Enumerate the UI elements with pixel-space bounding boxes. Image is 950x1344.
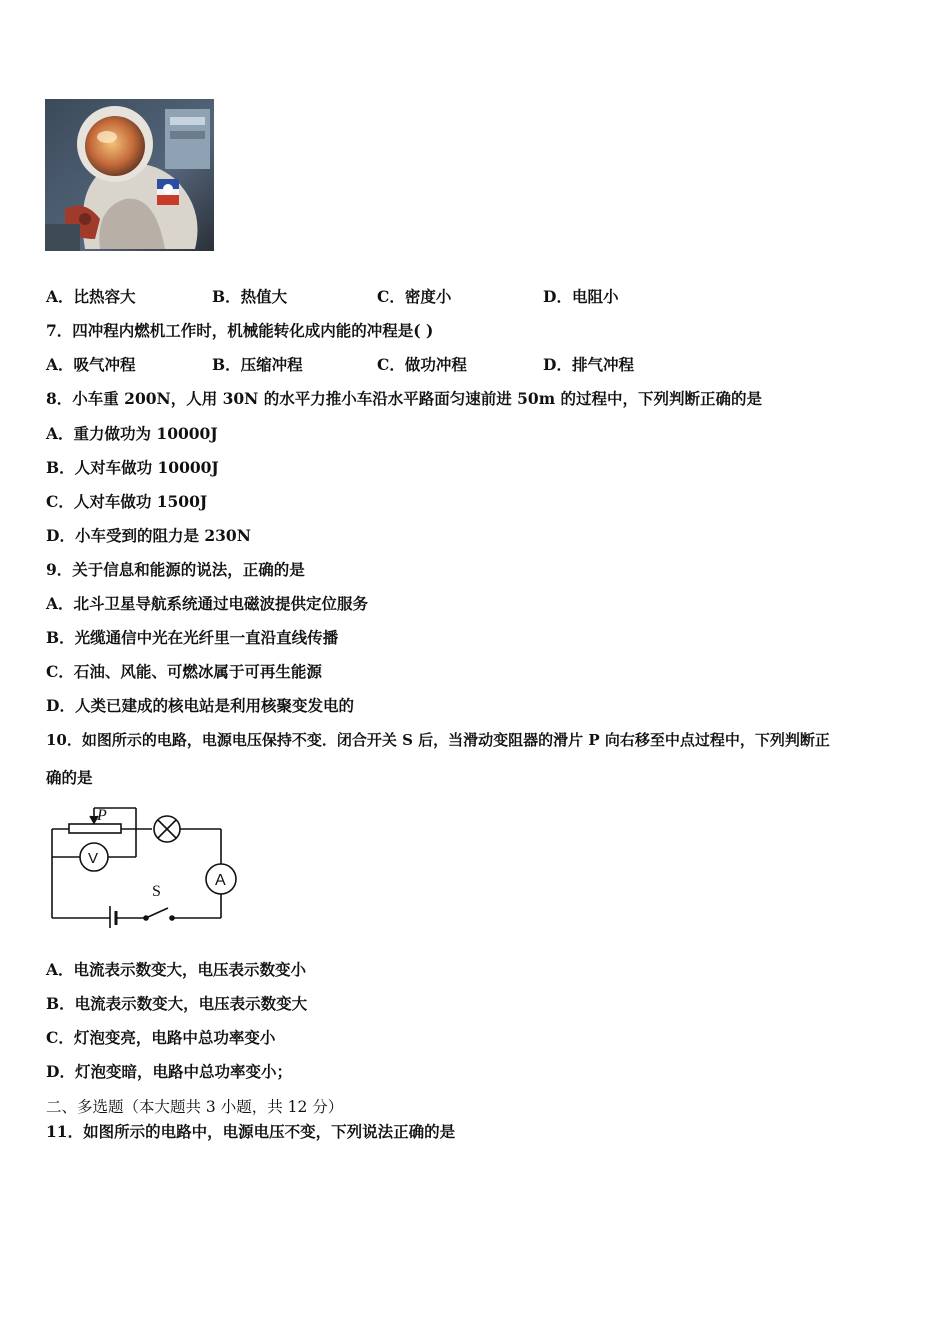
q8-option-b[interactable]: B．人对车做功 10000J — [46, 458, 219, 477]
q8-option-c[interactable]: C．人对车做功 1500J — [46, 492, 208, 511]
q9-option-b[interactable]: B．光缆通信中光在光纤里一直沿直线传播 — [46, 628, 339, 647]
q10-stem-line1: 10．如图所示的电路，电源电压保持不变．闭合开关 S 后，当滑动变阻器的滑片 P 向右移至中点过程中，下列判断正 — [46, 731, 830, 749]
q7-option-a[interactable]: A．吸气冲程 — [46, 355, 136, 374]
switch-label: S — [152, 883, 161, 900]
q6-option-b[interactable]: B．热值大 — [212, 287, 288, 306]
q7-option-b[interactable]: B．压缩冲程 — [212, 355, 303, 374]
q9-option-d[interactable]: D．人类已建成的核电站是利用核聚变发电的 — [46, 696, 354, 715]
q11-stem: 11．如图所示的电路中，电源电压不变，下列说法正确的是 — [46, 1122, 456, 1141]
svg-text:V: V — [88, 850, 99, 867]
q10-option-a[interactable]: A．电流表示数变大，电压表示数变小 — [46, 960, 307, 979]
q8-option-a[interactable]: A．重力做功为 10000J — [46, 424, 218, 443]
q6-option-c[interactable]: C．密度小 — [377, 287, 452, 306]
q10-stem-line2: 确的是 — [46, 768, 93, 787]
q10-option-b[interactable]: B．电流表示数变大，电压表示数变大 — [46, 994, 308, 1013]
q7-option-d[interactable]: D．排气冲程 — [543, 355, 634, 374]
q7-option-c[interactable]: C．做功冲程 — [377, 355, 467, 374]
q9-stem: 9．关于信息和能源的说法，正确的是 — [46, 560, 305, 579]
svg-text:A: A — [215, 872, 226, 889]
circuit-diagram — [44, 800, 244, 928]
astronaut-photo — [45, 99, 214, 251]
q7-stem: 7．四冲程内燃机工作时，机械能转化成内能的冲程是( ) — [46, 321, 434, 340]
q9-option-a[interactable]: A．北斗卫星导航系统通过电磁波提供定位服务 — [46, 594, 369, 613]
rheostat — [69, 824, 121, 833]
q10-option-c[interactable]: C．灯泡变亮，电路中总功率变小 — [46, 1028, 276, 1047]
section-title: 二、多选题（本大题共 3 小题，共 12 分） — [46, 1098, 344, 1116]
q9-option-c[interactable]: C．石油、风能、可燃冰属于可再生能源 — [46, 662, 322, 681]
q8-option-d[interactable]: D．小车受到的阻力是 230N — [46, 526, 251, 545]
q8-stem: 8．小车重 200N，人用 30N 的水平力推小车沿水平路面匀速前进 50m 的过程中，下列判断正确的是 — [46, 389, 762, 408]
q6-option-a[interactable]: A．比热容大 — [46, 287, 136, 306]
slider-label: P — [97, 807, 107, 824]
q10-option-d[interactable]: D．灯泡变暗，电路中总功率变小； — [46, 1062, 292, 1081]
q6-option-d[interactable]: D．电阻小 — [543, 287, 619, 306]
